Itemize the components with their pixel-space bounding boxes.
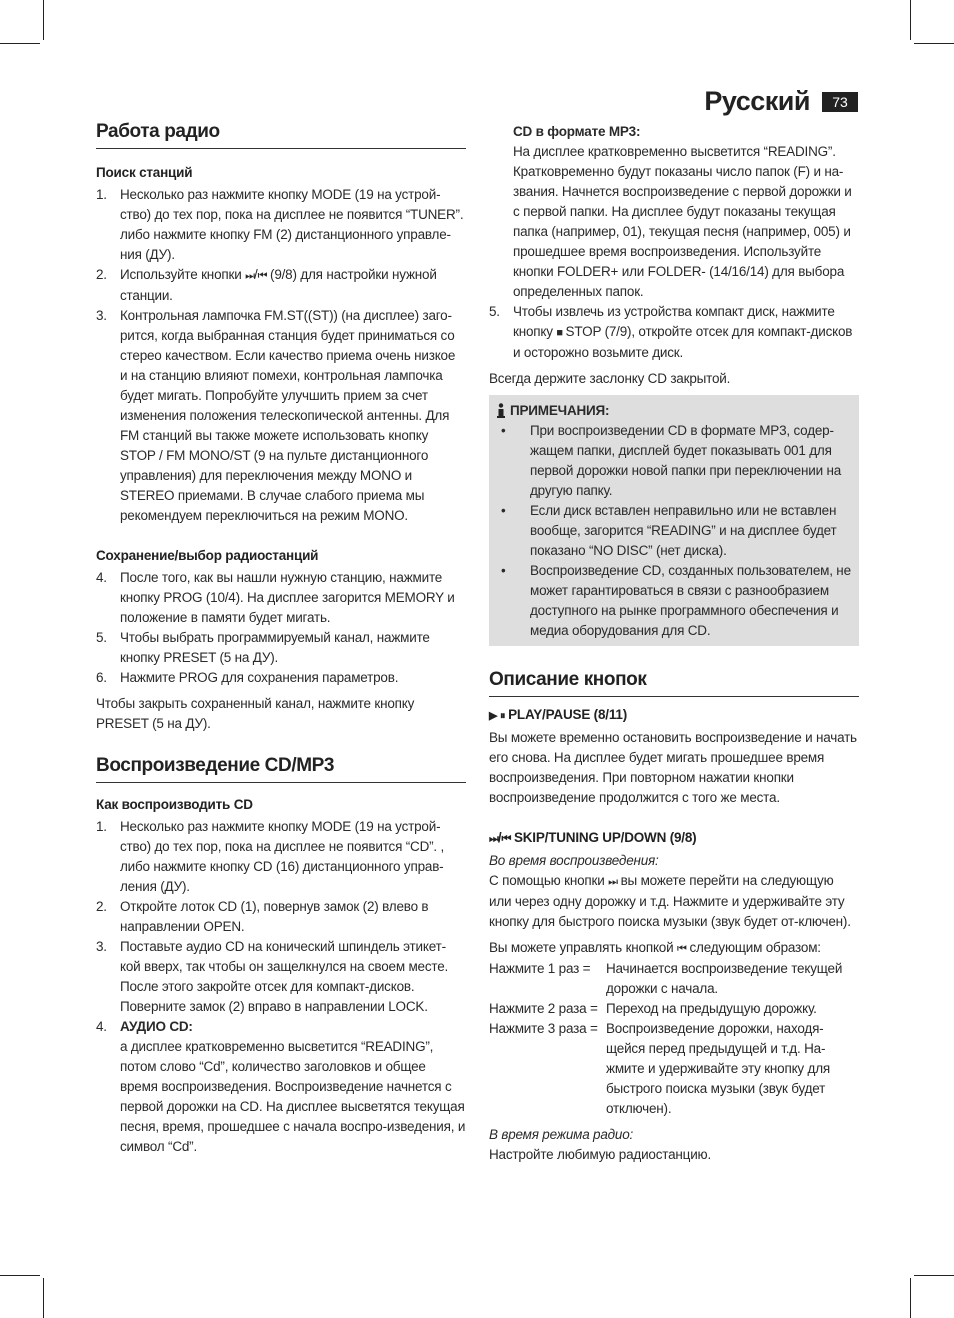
audio-cd-label: АУДИО CD: bbox=[120, 1019, 193, 1034]
skip-back-icon: ⏮ bbox=[677, 943, 686, 955]
list-item: • При воспроизведении CD в формате MP3, содер-жащем папки, дисплей будет показывать 001 для первой дорожки новой папки при переключении на другую папку. bbox=[501, 423, 842, 498]
notes-list bbox=[495, 421, 853, 641]
cd-steps-continued bbox=[489, 302, 859, 363]
notes-header bbox=[495, 401, 853, 421]
list-item: • Если диск вставлен неправильно или не вставлен вообще, загорится “READING” и на дисплее будет показано “NO DISC” (нет диска). bbox=[501, 503, 837, 558]
subheading-presets: Сохранение/выбор радиостанций bbox=[96, 548, 319, 563]
section-title-buttons: Описание кнопок bbox=[489, 670, 859, 697]
during-playback-label: Во время воспроизведения: bbox=[489, 853, 659, 868]
section-title-radio: Работа радио bbox=[96, 122, 466, 149]
skip-forward-icon: ⏭ bbox=[608, 876, 618, 888]
pause-icon: ⏸ bbox=[500, 710, 505, 722]
list-item: 2. Используйте кнопки ⏭/⏮ (9/8) для настройки нужной станции. bbox=[96, 267, 437, 303]
search-steps bbox=[96, 185, 466, 526]
notes-box bbox=[489, 395, 859, 646]
cd-footer-text: Всегда держите заслонку CD закрытой. bbox=[489, 371, 731, 386]
subheading-skip: ⏭/⏮ SKIP/TUNING UP/DOWN (9/8) bbox=[489, 830, 697, 845]
preset-steps bbox=[96, 568, 466, 688]
crop-mark bbox=[914, 43, 954, 44]
skip-back-intro: Вы можете управлять кнопкой ⏮ следующим образом: bbox=[489, 940, 821, 955]
page-language-title: Русский bbox=[704, 86, 810, 116]
stop-icon: ■ bbox=[556, 327, 562, 339]
info-icon bbox=[495, 403, 507, 419]
list-item: 1. Несколько раз нажмите кнопку MODE (19 на устрой-ство) до тех пор, пока на дисплее не появится “TUNER”. либо нажмите кнопку FM (2) дистанционного управле-ния (ДУ). bbox=[96, 187, 464, 262]
list-item: 5. Чтобы извлечь из устройства компакт диск, нажмите кнопку ■ STOP (7/9), откройте отсек для компакт-дисков и осторожно возьмите диск. bbox=[489, 304, 853, 360]
mp3-label: CD в формате MP3: bbox=[513, 124, 641, 139]
press-row: Нажмите 3 раза = Воспроизведение дорожки, находя-щейся перед предыдущей и т.д. На-жмите и удерживайте эту кнопку для быстрого поиска музыки (звук будет отключен). bbox=[489, 1021, 830, 1116]
list-item: 3. Поставьте аудио CD на конический шпиндель этикет-кой вверх, так чтобы он защелкнулся на своем месте. После этого закройте отсек для компакт-дисков. Поверните замок (2) вправо в направлении LOCK. bbox=[96, 939, 449, 1014]
list-item: 1. Несколько раз нажмите кнопку MODE (19 на устрой-ство) до тех пор, пока на дисплее не появится “CD”. , либо нажмите кнопку CD (16) дистанционного управ-ления (ДУ). bbox=[96, 819, 445, 894]
list-item: 5. Чтобы выбрать программируемый канал, нажмите кнопку PRESET (5 на ДУ). bbox=[96, 630, 430, 665]
section-title-cd: Воспроизведение CD/MP3 bbox=[96, 756, 466, 783]
skip-forward-icon: ⏭ bbox=[245, 270, 254, 282]
skip-forward-text: С помощью кнопки ⏭ вы можете перейти на следующую или через одну дорожку и т.д. Нажмите и удерживайте эту кнопку для быстрого поиска музыки (звук будет от-ключен). bbox=[489, 873, 851, 929]
list-item: • Воспроизведение CD, созданных пользователем, не может гарантироваться в связи с разнообразием доступного на рынке программного обеспечения и медиа оборудования для CD. bbox=[501, 563, 851, 638]
mp3-text: На дисплее кратковременно высветится “READING”. Кратковременно будут показаны число папок (F) и на-звания. Начнется воспроизведение с первой дорожки и с первой папки. На дисплее будут показаны текущая папка (например, 01), текущая песня (например, 005) и прошедшее время воспроизведения. Используйте кнопки FOLDER+ или FOLDER- (14/16/14) для выбора определенных папок. bbox=[513, 144, 852, 299]
list-item: 6. Нажмите PROG для сохранения параметров. bbox=[96, 670, 399, 685]
page-number: 73 bbox=[822, 92, 858, 112]
crop-mark bbox=[0, 1275, 40, 1276]
crop-mark bbox=[43, 0, 44, 40]
press-row: Нажмите 1 раз = Начинается воспроизведение текущей дорожки с начала. bbox=[489, 961, 843, 996]
crop-mark bbox=[914, 1275, 954, 1276]
list-item: 4. После того, как вы нашли нужную станцию, нажмите кнопку PROG (10/4). На дисплее загорится MEMORY и положение в памяти будет мигать. bbox=[96, 570, 455, 625]
crop-mark bbox=[910, 1278, 911, 1318]
left-column bbox=[96, 122, 466, 1157]
list-item: 3. Контрольная лампочка FM.ST((ST)) (на дисплее) заго-рится, когда выбранная станция будет приниматься со стерео качеством. Если качество приема очень низкое и на станцию влияют помехи, контрольная лампочка будет мигать. Попробуйте улучшить прием за счет изменения положения телескопической антенны. Для FM станций вы также можете использовать кнопку STOP / FM MONO/ST (9 на пульте дистанционного управления) для переключения между MONO и STEREO приемами. В случае слабого приема мы рекомендуем переключиться на режим MONO. bbox=[96, 308, 456, 523]
crop-mark bbox=[0, 43, 40, 44]
subheading-search: Поиск станций bbox=[96, 165, 193, 180]
subheading-play-pause: ▶ ⏸ PLAY/PAUSE (8/11) bbox=[489, 707, 627, 722]
crop-mark bbox=[43, 1278, 44, 1318]
list-item: 4. АУДИО CD: а дисплее кратковременно высветится “READING”, потом слово “Cd”, количество заголовков и общее время воспроизведения. Воспроизведение начнется с первой дорожки на CD. На дисплее высветятся текущая песня, время, прошедшее с начала воспро-изведения, и символ “Cd”. bbox=[96, 1019, 466, 1154]
radio-mode-label: В время режима радио: bbox=[489, 1127, 634, 1142]
preset-footer-text: Чтобы закрыть сохраненный канал, нажмите кнопку PRESET (5 на ДУ). bbox=[96, 696, 415, 731]
play-pause-text: Вы можете временно остановить воспроизведение и начать его снова. На дисплее будет мигать прошедшее время воспроизведения. При повторном нажатии кнопки воспроизведение продолжится с того же места. bbox=[489, 730, 857, 805]
press-row: Нажмите 2 раза = Переход на предыдущую дорожку. bbox=[489, 1001, 817, 1016]
play-icon: ▶ bbox=[489, 710, 497, 722]
crop-mark bbox=[910, 0, 911, 40]
right-column bbox=[489, 122, 859, 1165]
cd-steps bbox=[96, 817, 466, 1157]
skip-back-icon: ⏮ bbox=[501, 833, 511, 845]
list-item: 2. Откройте лоток CD (1), повернув замок (2) влево в направлении OPEN. bbox=[96, 899, 429, 934]
radio-mode-text: Настройте любимую радиостанцию. bbox=[489, 1147, 712, 1162]
skip-back-icon: ⏮ bbox=[257, 270, 267, 282]
mp3-block bbox=[489, 122, 859, 302]
notes-title: ПРИМЕЧАНИЯ: bbox=[510, 403, 610, 418]
skip-forward-icon: ⏭ bbox=[489, 833, 498, 845]
subheading-how-to-play: Как воспроизводить CD bbox=[96, 797, 253, 812]
